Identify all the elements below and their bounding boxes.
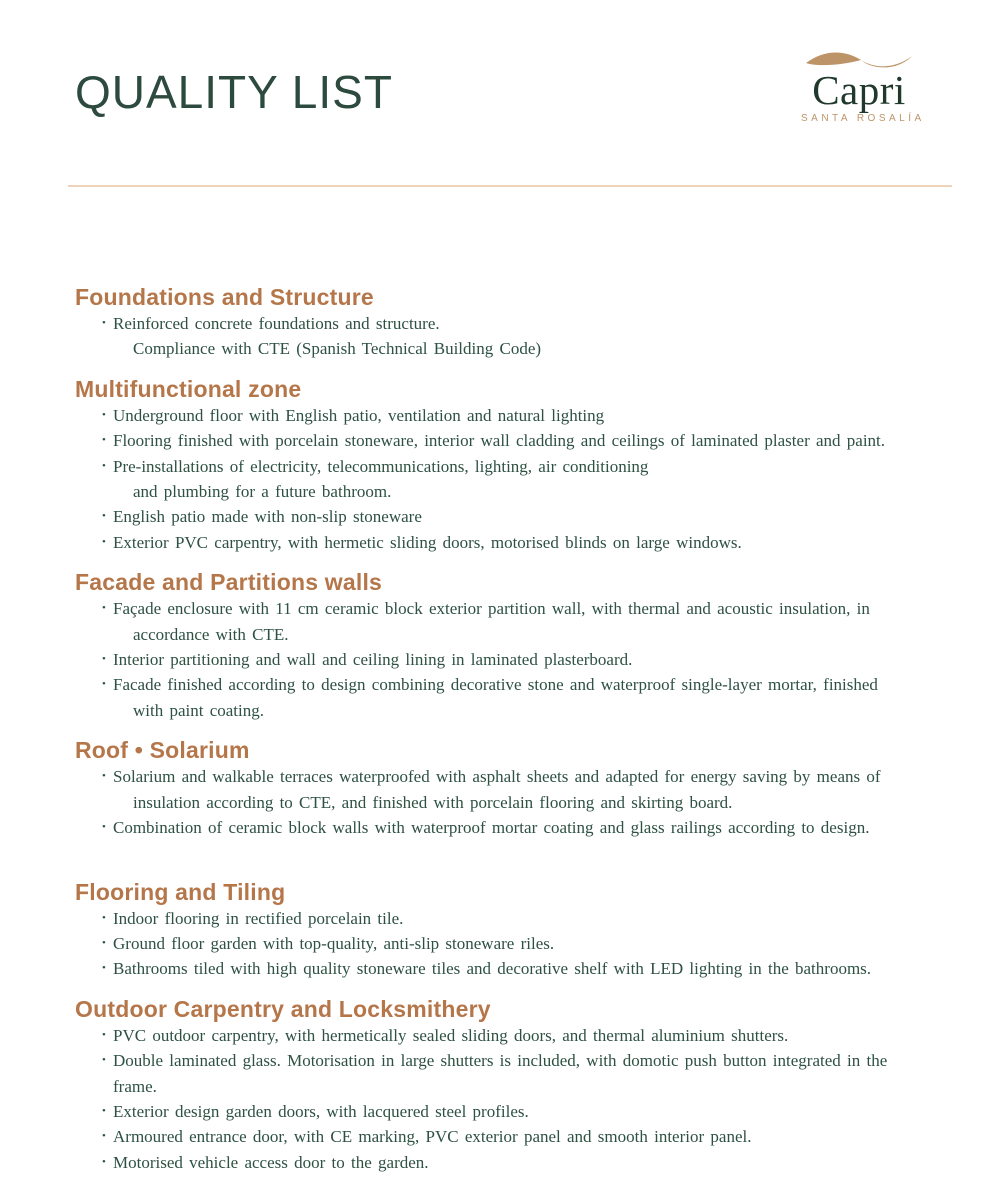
- content: [75, 284, 948, 1175]
- page-title: QUALITY LIST: [75, 66, 393, 118]
- section-heading: Facade and Partitions walls: [75, 569, 383, 596]
- bullet-dot-icon: •: [102, 770, 106, 783]
- bullet-text: Facade finished according to design combining decorative stone and waterproof single-layer mortar, finished: [113, 675, 878, 695]
- bullet-line: [75, 403, 948, 428]
- bullet-dot-icon: •: [102, 1130, 106, 1143]
- bullet-dot-icon: •: [102, 911, 106, 924]
- bullet-line: [75, 530, 948, 555]
- bullet-dot-icon: •: [102, 1155, 106, 1168]
- section: [75, 284, 948, 362]
- bullet-dot-icon: •: [102, 678, 106, 691]
- bullet-text: Combination of ceramic block walls with waterproof mortar coating and glass railings according to design.: [113, 818, 870, 838]
- bullet-dot-icon: •: [102, 535, 106, 548]
- bullet-dot-icon: •: [102, 602, 106, 615]
- section-heading: Roof • Solarium: [75, 737, 250, 764]
- document-header: [75, 0, 948, 124]
- bullet-line: [75, 454, 948, 479]
- bullet-dot-icon: •: [102, 434, 106, 447]
- bullet-dot-icon: •: [102, 821, 106, 834]
- bullet-line: [75, 1124, 948, 1149]
- bullet-line: [75, 956, 948, 981]
- section-heading: Foundations and Structure: [75, 284, 374, 310]
- continuation-line: [75, 479, 948, 504]
- bullet-text: Exterior PVC carpentry, with hermetic sliding doors, motorised blinds on large windows.: [113, 532, 742, 552]
- bullet-dot-icon: •: [102, 936, 106, 949]
- section: [75, 996, 948, 1175]
- bullet-text: Reinforced concrete foundations and structure.: [113, 314, 440, 333]
- continuation-line: [75, 336, 948, 361]
- bullet-text: Double laminated glass. Motorisation in large shutters is included, with domotic push button integrated in the: [113, 1051, 888, 1071]
- bullet-text: Bathrooms tiled with high quality stoneware tiles and decorative shelf with LED lighting in the bathrooms.: [113, 959, 872, 979]
- bullet-text: Ground floor garden with top-quality, anti-slip stoneware riles.: [113, 933, 555, 953]
- bullet-line: [75, 647, 948, 672]
- bullet-text: PVC outdoor carpentry, with hermetically sealed sliding doors, and thermal aluminium shutters.: [113, 1025, 789, 1045]
- section-heading: Flooring and Tiling: [75, 878, 286, 905]
- brand-subtitle: SANTA ROSALÍA: [801, 113, 925, 124]
- bullet-line: [75, 815, 948, 840]
- bullet-dot-icon: •: [102, 1054, 106, 1067]
- bullet-line: [75, 1099, 948, 1124]
- section: [75, 737, 948, 840]
- bullet-line: [75, 1048, 948, 1073]
- bullet-line: [75, 906, 948, 931]
- section: [75, 569, 948, 723]
- continuation-line: [75, 698, 948, 723]
- bullet-line: [75, 596, 948, 621]
- bullet-dot-icon: •: [102, 408, 106, 421]
- bullet-text: and plumbing for a future bathroom.: [133, 482, 392, 502]
- bullet-line: [75, 931, 948, 956]
- bullet-text: accordance with CTE.: [133, 624, 289, 644]
- bullet-dot-icon: •: [102, 653, 106, 666]
- bullet-text: Solarium and walkable terraces waterproofed with asphalt sheets and adapted for energy saving by means of: [113, 767, 881, 787]
- bullet-line: [75, 1150, 948, 1175]
- bullet-text: English patio made with non-slip stoneware: [113, 507, 422, 527]
- bullet-dot-icon: •: [102, 1104, 106, 1117]
- header-divider: [68, 185, 952, 187]
- bullet-text: with paint coating.: [133, 700, 265, 720]
- continuation-line: [75, 1074, 948, 1099]
- bullet-line: [75, 672, 948, 697]
- section-heading: Outdoor Carpentry and Locksmithery: [75, 995, 491, 1022]
- bullet-dot-icon: •: [102, 510, 106, 523]
- bullet-dot-icon: •: [102, 962, 106, 975]
- bullet-text: Compliance with CTE (Spanish Technical Building Code): [133, 339, 542, 359]
- section: [75, 879, 948, 982]
- bullet-line: [75, 764, 948, 789]
- bullet-line: [75, 504, 948, 529]
- bullet-text: Indoor flooring in rectified porcelain tile.: [113, 908, 404, 928]
- brand-logo: [801, 45, 925, 124]
- section: [75, 376, 948, 555]
- bullet-text: Motorised vehicle access door to the garden.: [113, 1152, 429, 1172]
- bullet-text: frame.: [113, 1076, 157, 1096]
- bullet-text: Façade enclosure with 11 cm ceramic block exterior partition wall, with thermal and acoustic insulation, in: [113, 599, 870, 619]
- bullet-line: [75, 428, 948, 453]
- bullet-text: Exterior design garden doors, with lacquered steel profiles.: [113, 1101, 529, 1121]
- brand-name: Capri: [812, 67, 906, 113]
- bullet-dot-icon: •: [102, 317, 106, 329]
- section-heading: Multifunctional zone: [75, 375, 302, 402]
- continuation-line: [75, 622, 948, 647]
- continuation-line: [75, 790, 948, 815]
- bullet-text: Underground floor with English patio, ventilation and natural lighting: [113, 405, 605, 425]
- bullet-line: [75, 1023, 948, 1048]
- bullet-dot-icon: •: [102, 1028, 106, 1041]
- bullet-text: Interior partitioning and wall and ceiling lining in laminated plasterboard.: [113, 650, 633, 670]
- bullet-dot-icon: •: [102, 459, 106, 472]
- bullet-text: Armoured entrance door, with CE marking, PVC exterior panel and smooth interior panel.: [113, 1127, 752, 1147]
- bullet-line: [75, 311, 948, 336]
- bullet-text: insulation according to CTE, and finished with porcelain flooring and skirting board.: [133, 792, 733, 812]
- bullet-text: Pre-installations of electricity, telecommunications, lighting, air conditioning: [113, 456, 649, 476]
- bullet-text: Flooring finished with porcelain stoneware, interior wall cladding and ceilings of laminated plaster and paint.: [113, 431, 886, 451]
